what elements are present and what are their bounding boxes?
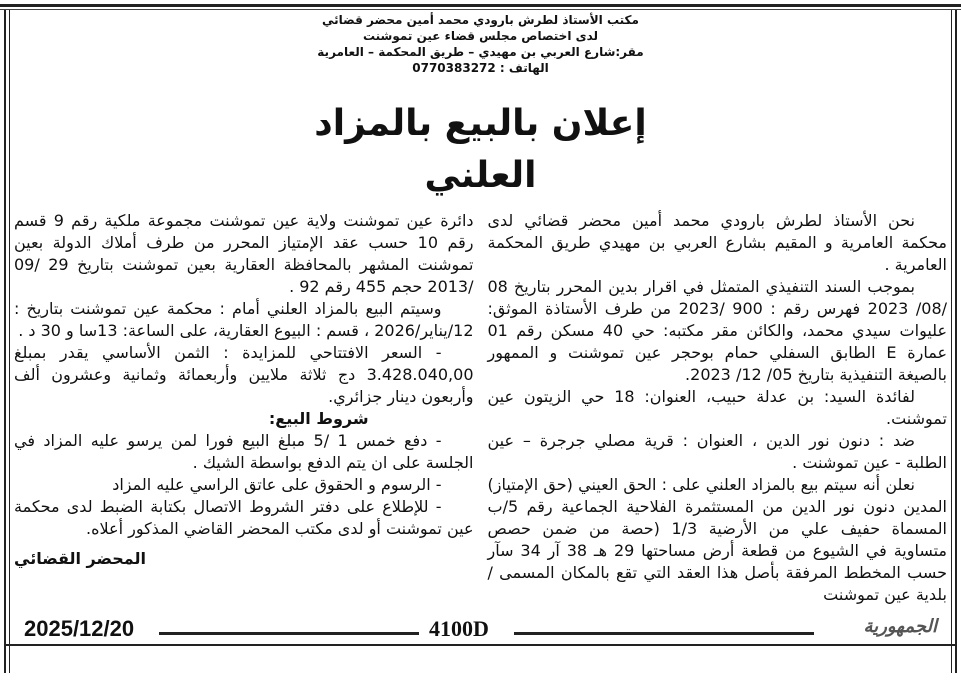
publication-date: 2025/12/20 — [24, 616, 135, 641]
header-line: لدى اختصاص مجلس قضاء عين تموشنت — [362, 29, 599, 43]
bottom-rule — [4, 644, 957, 646]
paragraph: نحن الأستاذ لطرش بارودي محمد أمين محضر قضائي لدى محكمة العامرية و المقيم بشارع العربي بن مهيدي طريق المحكمة العامرية . — [487, 211, 947, 274]
frame-right — [951, 10, 957, 673]
footer-rule — [514, 632, 814, 635]
top-rule-thin — [0, 9, 961, 10]
notice-title: إعلان بالبيع بالمزاد العلني — [314, 103, 647, 196]
paragraph: ضد : دنون نور الدين ، العنوان : قرية مصلي جرجرة – عين الطلبة - عين تموشنت . — [487, 431, 947, 472]
left-column — [14, 210, 474, 570]
newspaper-logo: الجمهورية — [863, 616, 937, 637]
condition-item: - للإطلاع على دفتر الشروط الاتصال بكتابة الضبط لدى محكمة عين تموشنت أو لدى مكتب المحضر القاضي المذكور أعلاه. — [14, 497, 474, 538]
paragraph: بموجب السند التنفيذي المتمثل في اقرار بدين المحرر بتاريخ 08 /08/ 2023 فهرس رقم : 900 /2023 من طرف الأستاذة الموثق: عليوات سيدي محمد، والكائن مقر مكتبه: حي 40 مسكن رقم 01 عمارة E الطابق السفلي حمام بوحجر عين تموشنت و الممهور بالصيغة التنفيذية بتاريخ 05/ 12/ 2023. — [487, 277, 948, 384]
paragraph: لفائدة السيد: بن عدلة حبيب، العنوان: 18 حي الزيتون عين تموشنت. — [487, 387, 947, 428]
top-rule — [0, 4, 961, 7]
header-line: مقر:شارع العربي بن مهيدي – طريق المحكمة – العامرية — [317, 45, 644, 59]
title-box — [261, 98, 701, 202]
footer — [14, 614, 947, 644]
paragraph: دائرة عين تموشنت ولاية عين تموشنت مجموعة ملكية رقم 9 قسم رقم 10 حسب عقد الإمتياز المحرر من طرف أملاك الدولة بعين تموشنت المشهر بالمحافظة العقارية بعين تموشنت بتاريخ 29 /09 /2013 حجم 455 رقم 92 . — [14, 211, 474, 296]
signature: المحضر القضائي — [14, 549, 147, 568]
paragraph: - السعر الافتتاحي للمزايدة : الثمن الأساسي يقدر بمبلغ 3.428.040,00 دج ثلاثة ملايين وأربعمائة وثمانية وعشرون ألف وأربعون دينار جزائري. — [14, 343, 474, 406]
right-column — [488, 210, 948, 606]
notice-code: 4100D — [429, 616, 489, 641]
frame-left — [4, 10, 10, 673]
paragraph: نعلن أنه سيتم بيع بالمزاد العلني على : الحق العيني (حق الإمتياز) المدين دنون نور الدين من المستثمرة الفلاحية الجماعية رقم 5/ب المسماة حفيف علي من الأرضية 1/3 (حصة من ضمن حصص متساوية في الشيوع من قطعة أرض مساحتها 29 هـ 38 آر 34 سآر حسب المخطط المرفقة بأصل هذا العقد التي تقع بالمكان المسمى / بلدية عين تموشنت — [487, 475, 948, 604]
condition-item: - دفع خمس 1 /5 مبلغ البيع فورا لمن يرسو عليه المزاد في الجلسة على ان يتم الدفع بواسطة الشيك . — [14, 431, 474, 472]
conditions-heading: شروط البيع: — [268, 409, 369, 428]
header-phone: الهاتف : 0770383272 — [412, 61, 549, 75]
columns — [14, 210, 947, 606]
paragraph: وسيتم البيع بالمزاد العلني أمام : محكمة عين تموشنت بتاريخ : 12/يناير/2026 ، قسم : البيوع العقارية، على الساعة: 13سا و 30 د . — [14, 299, 474, 340]
footer-rule — [159, 632, 419, 635]
office-header — [271, 12, 691, 76]
condition-item: - الرسوم و الحقوق على عاتق الراسي عليه المزاد — [112, 475, 442, 494]
header-line: مكتب الأستاذ لطرش بارودي محمد أمين محضر قضائي — [322, 13, 639, 27]
